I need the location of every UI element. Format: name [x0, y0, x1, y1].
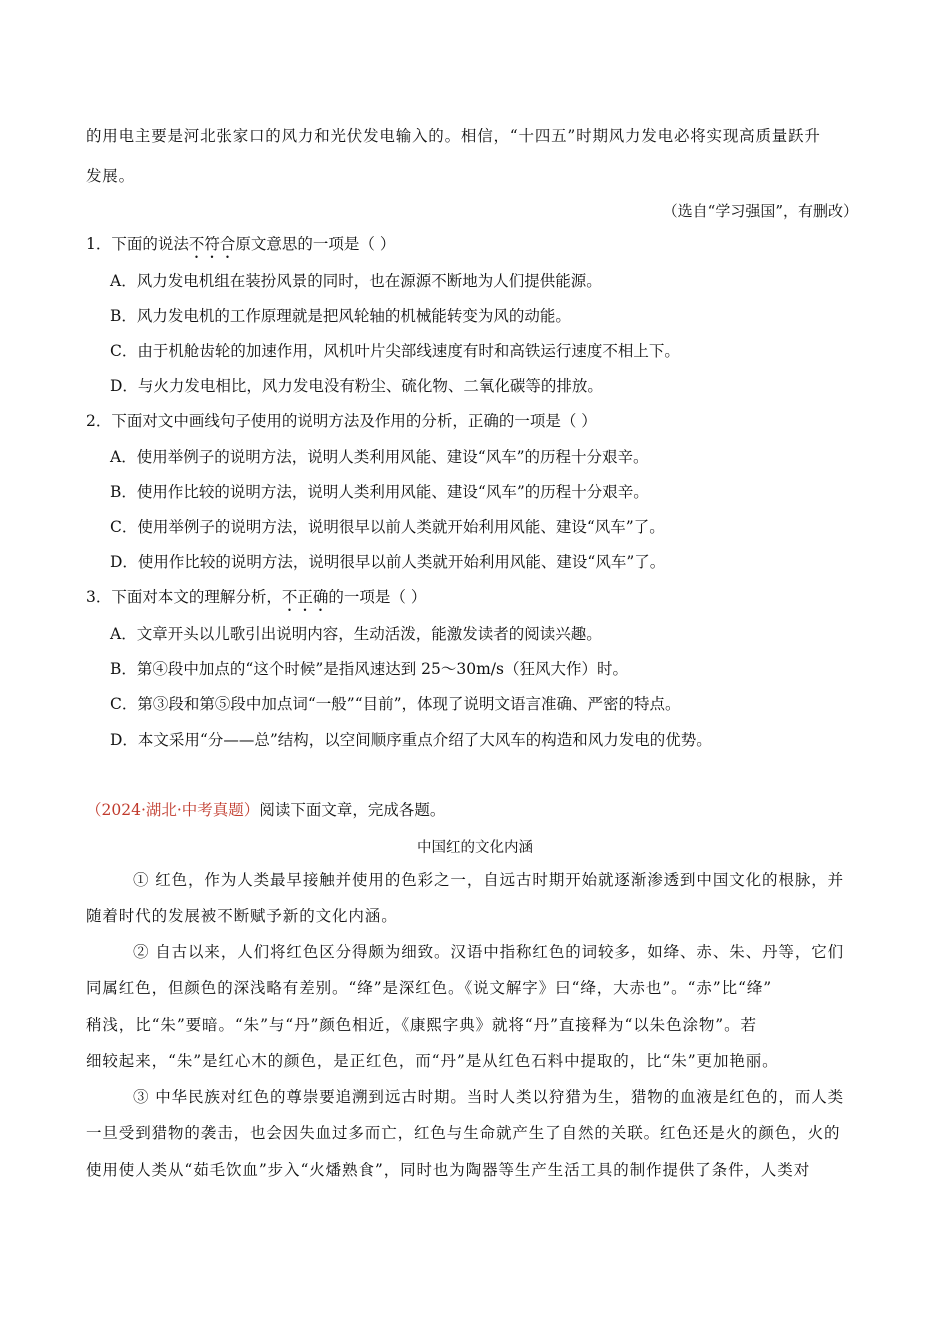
question-2-stem: 2．下面对文中画线句子使用的说明方法及作用的分析，正确的一项是（ ） [86, 412, 597, 430]
article-paragraph-line: 同属红色，但颜色的深浅略有差别。“绛”是深红色。《说文解字》曰“绛，大赤也”。“赤”比“绛” [86, 979, 773, 997]
section-instruction: 阅读下面文章，完成各题。 [259, 801, 446, 819]
question-1-option-c: C．由于机舱齿轮的加速作用，风机叶片尖部线速度有时和高铁运行速度不相上下。 [110, 342, 680, 360]
stem-text: 的一项是（ ） [328, 588, 427, 606]
question-2-option-a: A．使用举例子的说明方法，说明人类利用风能、建设“风车”的历程十分艰辛。 [110, 448, 649, 466]
emphasized-text: 不符合 [188, 235, 236, 253]
article-paragraph-line: 一旦受到猎物的袭击，也会因失血过多而亡，红色与生命就产生了自然的关联。红色还是火的颜色，火的 [86, 1124, 841, 1142]
article-paragraph-line: 稍浅，比“朱”要暗。“朱”与“丹”颜色相近，《康熙字典》就将“丹”直接释为“以朱色涂物”。若 [86, 1016, 757, 1034]
question-3-option-d: D．本文采用“分——总”结构，以空间顺序重点介绍了大风车的构造和风力发电的优势。 [110, 731, 712, 749]
question-3-stem [86, 587, 426, 615]
question-2-option-c: C．使用举例子的说明方法，说明很早以前人类就开始利用风能、建设“风车”了。 [110, 518, 665, 536]
source-note: （选自“学习强国”，有删改） [662, 202, 858, 220]
question-3-option-a: A．文章开头以儿歌引出说明内容，生动活泼，能激发读者的阅读兴趣。 [110, 625, 602, 643]
stem-text: 1．下面的说法 [86, 235, 189, 253]
question-1-option-d: D．与火力发电相比，风力发电没有粉尘、硫化物、二氧化碳等的排放。 [110, 377, 603, 395]
article-paragraph-line: 使用使人类从“茹毛饮血”步入“火燔熟食”，同时也为陶器等生产生活工具的制作提供了条件，人类对 [86, 1161, 811, 1179]
article-paragraph-line: ① 红色，作为人类最早接触并使用的色彩之一，自远古时期开始就逐渐渗透到中国文化的根脉，并 [133, 871, 845, 889]
question-3-option-b: B．第④段中加点的“这个时候”是指风速达到 25～30m/s（狂风大作）时。 [110, 660, 628, 678]
question-1-option-b: B．风力发电机的工作原理就是把风轮轴的机械能转变为风的动能。 [110, 307, 571, 325]
passage-line: 发展。 [86, 167, 135, 185]
article-paragraph-line: ③ 中华民族对红色的尊崇要追溯到远古时期。当时人类以狩猎为生，猎物的血液是红色的，而人类 [133, 1088, 845, 1106]
emphasized-text: 不正确 [281, 588, 329, 606]
question-2-option-d: D．使用作比较的说明方法，说明很早以前人类就开始利用风能、建设“风车”了。 [110, 553, 666, 571]
question-1-stem [86, 234, 395, 262]
question-1-option-a: A．风力发电机组在装扮风景的同时，也在源源不断地为人们提供能源。 [110, 272, 602, 290]
passage-line: 的用电主要是河北张家口的风力和光伏发电输入的。相信，“十四五”时期风力发电必将实现高质量跃升 [86, 127, 821, 145]
section-header [86, 800, 445, 820]
stem-text: 原文意思的一项是（ ） [235, 235, 396, 253]
article-paragraph-line: ② 自古以来，人们将红色区分得颇为细致。汉语中指称红色的词较多，如绛、赤、朱、丹等，它们 [133, 943, 845, 961]
stem-text: 3．下面对本文的理解分析， [86, 588, 282, 606]
article-paragraph-line: 随着时代的发展被不断赋予新的文化内涵。 [86, 907, 398, 925]
exam-source-tag: （2024·湖北·中考真题） [86, 801, 260, 819]
article-paragraph-line: 细较起来，“朱”是红心木的颜色，是正红色，而“丹”是从红色石料中提取的，比“朱”更加艳丽。 [86, 1052, 779, 1070]
question-2-option-b: B．使用作比较的说明方法，说明人类利用风能、建设“风车”的历程十分艰辛。 [110, 483, 649, 501]
question-3-option-c: C．第③段和第⑤段中加点词“一般”“目前”，体现了说明文语言准确、严密的特点。 [110, 695, 681, 713]
article-title: 中国红的文化内涵 [417, 840, 533, 856]
